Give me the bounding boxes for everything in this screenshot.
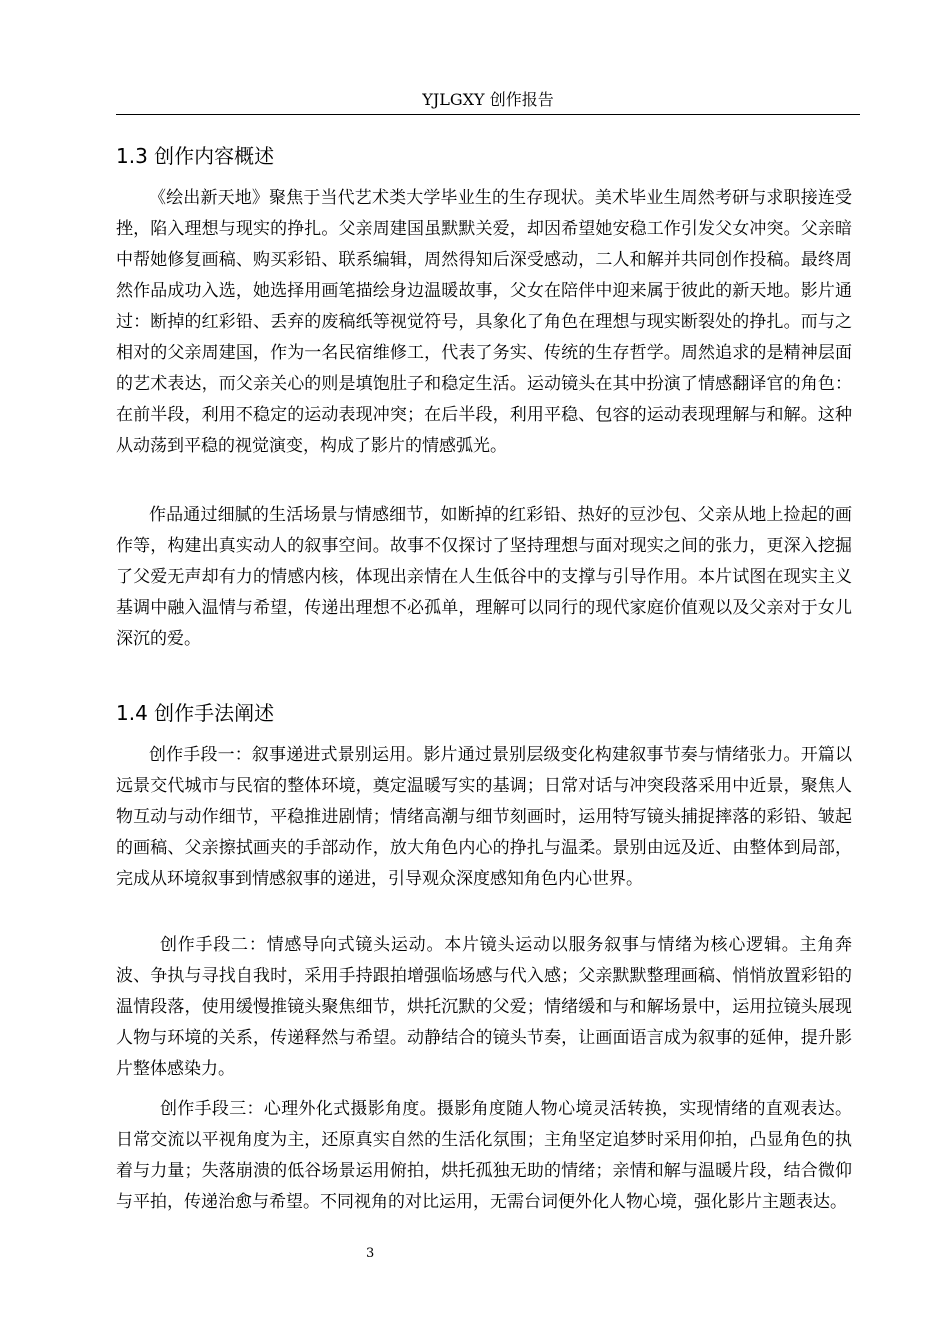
section-heading-1-3: 1.3 创作内容概述 xyxy=(116,144,275,168)
header-divider xyxy=(116,114,860,115)
section-1-4-paragraph-2: 创作手段二：情感导向式镜头运动。本片镜头运动以服务叙事与情绪为核心逻辑。主角奔波、争执与寻找自我时，采用手持跟拍增强临场感与代入感；父亲默默整理画稿、悄悄放置彩铅的温情段落，使用缓慢推镜头聚焦细节，烘托沉默的父爱；情绪缓和与和解场景中，运用拉镜头展现人物与环境的关系，传递释然与希望。动静结合的镜头节奏，让画面语言成为叙事的延伸，提升影片整体感染力。 xyxy=(116,935,852,1079)
section-1-3-paragraph-2: 作品通过细腻的生活场景与情感细节，如断掉的红彩铅、热好的豆沙包、父亲从地上捡起的画作等，构建出真实动人的叙事空间。故事不仅探讨了坚持理想与面对现实之间的张力，更深入挖掘了父爱无声却有力的情感内核，体现出亲情在人生低谷中的支撑与引导作用。本片试图在现实主义基调中融入温情与希望，传递出理想不必孤单，理解可以同行的现代家庭价值观以及父亲对于女儿深沉的爱。 xyxy=(116,505,852,649)
page-header-title: YJLGXY 创作报告 xyxy=(422,90,554,109)
page-number: 3 xyxy=(366,1246,375,1261)
section-heading-1-4: 1.4 创作手法阐述 xyxy=(116,701,275,725)
section-1-3-paragraph-1: 《绘出新天地》聚焦于当代艺术类大学毕业生的生存现状。美术毕业生周然考研与求职接连受挫，陷入理想与现实的挣扎。父亲周建国虽默默关爱，却因希望她安稳工作引发父女冲突。父亲暗中帮她修复画稿、购买彩铅、联系编辑，周然得知后深受感动，二人和解并共同创作投稿。最终周然作品成功入选，她选择用画笔描绘身边温暖故事，父女在陪伴中迎来属于彼此的新天地。影片通过：断掉的红彩铅、丢弃的废稿纸等视觉符号，具象化了角色在理想与现实断裂处的挣扎。而与之相对的父亲周建国，作为一名民宿维修工，代表了务实、传统的生存哲学。周然追求的是精神层面的艺术表达，而父亲关心的则是填饱肚子和稳定生活。运动镜头在其中扮演了情感翻译官的角色：在前半段，利用不稳定的运动表现冲突；在后半段，利用平稳、包容的运动表现理解与和解。这种从动荡到平稳的视觉演变，构成了影片的情感弧光。 xyxy=(116,188,852,456)
section-1-4-paragraph-3: 创作手段三：心理外化式摄影角度。摄影角度随人物心境灵活转换，实现情绪的直观表达。日常交流以平视角度为主，还原真实自然的生活化氛围；主角坚定追梦时采用仰拍，凸显角色的执着与力量；失落崩溃的低谷场景运用俯拍，烘托孤独无助的情绪；亲情和解与温暖片段，结合微仰与平拍，传递治愈与希望。不同视角的对比运用，无需台词便外化人物心境，强化影片主题表达。 xyxy=(116,1099,852,1212)
section-1-4-paragraph-1: 创作手段一：叙事递进式景别运用。影片通过景别层级变化构建叙事节奏与情绪张力。开篇以远景交代城市与民宿的整体环境，奠定温暖写实的基调；日常对话与冲突段落采用中近景，聚焦人物互动与动作细节，平稳推进剧情；情绪高潮与细节刻画时，运用特写镜头捕捉摔落的彩铅、皱起的画稿、父亲擦拭画夹的手部动作，放大角色内心的挣扎与温柔。景别由远及近、由整体到局部，完成从环境叙事到情感叙事的递进，引导观众深度感知角色内心世界。 xyxy=(116,745,852,889)
